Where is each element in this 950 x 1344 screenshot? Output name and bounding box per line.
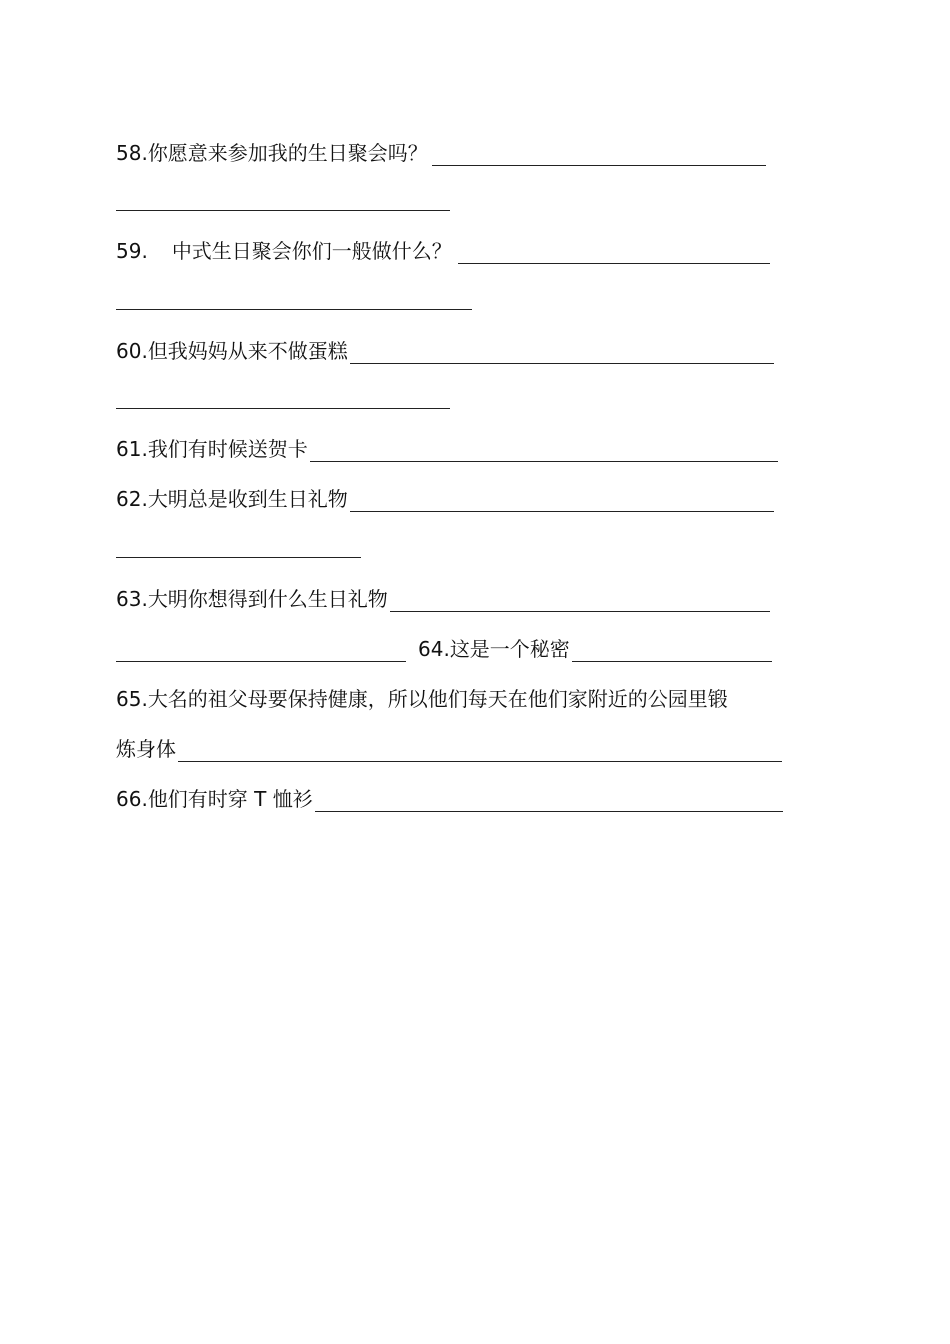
question-number: 65. <box>116 687 148 711</box>
question-number: 58. <box>116 141 148 165</box>
question-number: 61. <box>116 437 148 461</box>
answer-blank[interactable] <box>315 785 783 812</box>
question-58 <box>116 136 766 170</box>
question-number: 60. <box>116 339 148 363</box>
question-text: 这是一个秘密 <box>449 637 570 661</box>
question-64 <box>116 632 772 666</box>
answer-blank[interactable] <box>390 585 770 612</box>
question-60 <box>116 334 774 368</box>
answer-blank[interactable] <box>178 735 782 762</box>
question-text: 大明总是收到生日礼物 <box>147 487 348 511</box>
question-text-continued: 炼身体 <box>116 737 176 761</box>
question-number: 59. <box>116 239 148 263</box>
question-65 <box>116 682 728 716</box>
question-65-continued <box>116 732 782 766</box>
question-text: 大名的祖父母要保持健康，所以他们每天在他们家附近的公园里锻 <box>147 687 728 711</box>
answer-blank[interactable] <box>310 435 778 462</box>
question-59 <box>116 234 770 268</box>
answer-blank-continued[interactable] <box>116 408 450 409</box>
answer-blank[interactable] <box>572 635 772 662</box>
question-number: 62. <box>116 487 148 511</box>
question-text: 大明你想得到什么生日礼物 <box>147 587 388 611</box>
question-number: 63. <box>116 587 148 611</box>
question-text: 但我妈妈从来不做蛋糕 <box>147 339 348 363</box>
answer-blank-continued[interactable] <box>116 635 406 662</box>
answer-blank[interactable] <box>458 237 770 264</box>
answer-blank[interactable] <box>432 139 766 166</box>
question-text: 你愿意来参加我的生日聚会吗？ <box>147 141 428 165</box>
question-text: 我们有时候送贺卡 <box>147 437 308 461</box>
answer-blank-continued[interactable] <box>116 309 472 310</box>
question-62 <box>116 482 774 516</box>
answer-blank[interactable] <box>350 337 774 364</box>
answer-blank-continued[interactable] <box>116 557 361 558</box>
question-63 <box>116 582 770 616</box>
question-text: 他们有时穿 T 恤衫 <box>147 787 313 811</box>
answer-blank[interactable] <box>350 485 774 512</box>
question-number: 64. <box>418 637 450 661</box>
question-61 <box>116 432 778 466</box>
question-66 <box>116 782 783 816</box>
question-text: 中式生日聚会你们一般做什么？ <box>171 239 452 263</box>
question-number: 66. <box>116 787 148 811</box>
answer-blank-continued[interactable] <box>116 210 450 211</box>
